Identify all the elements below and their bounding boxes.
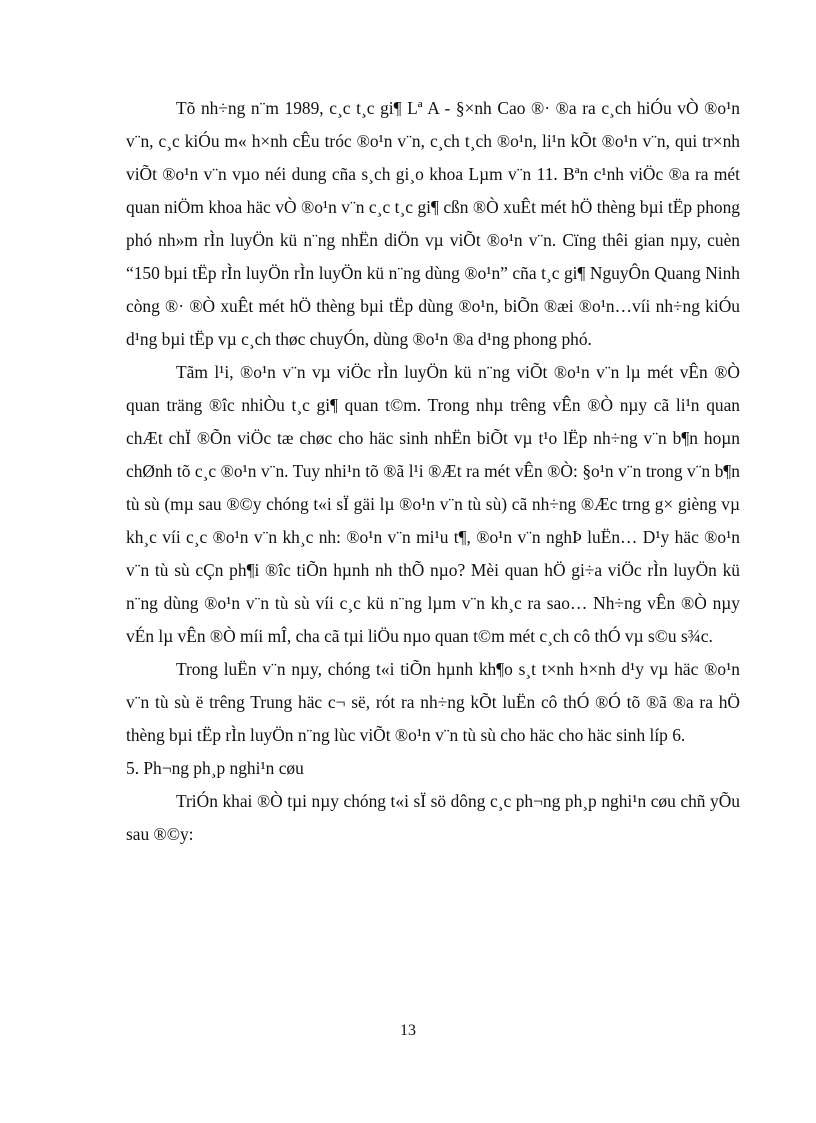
closing-paragraph: TriÓn khai ®Ò tµi nµy chóng t«i sÏ sö dông c¸c ph¬ng ph¸p nghi¹n cøu chñ yÕu sau ®©y: [126,791,740,844]
page-number: 13 [400,1022,416,1039]
paragraph-2: Tãm l¹i, ®o¹n v¨n vµ viÖc rÌn luyÖn kü n¨ng viÕt ®o¹n v¨n lµ mét vÊn ®Ò quan träng ®îc nhiÒu t¸c gi¶ quan t©m. Trong nhµ trêng vÊn ®Ò nµy cã li¹n quan chÆt chÏ ®Õn viÖc tæ chøc cho häc sinh nhËn biÕt vµ t¹o lËp nh÷ng v¨n b¶n hoµn chØnh tõ c¸c ®o¹n v¨n. Tuy nhi¹n tõ ®ã l¹i ®Æt ra mét vÊn ®Ò: §o¹n v¨n trong v¨n b¶n tù sù (mµ sau ®©y chóng t«i sÏ gäi lµ ®o¹n v¨n tù sù) cã nh÷ng ®Æc trng g× gièng vµ kh¸c víi c¸c ®o¹n v¨n kh¸c nh: ®o¹n v¨n mi¹u t¶, ®o¹n v¨n nghÞ luËn… D¹y häc ®o¹n v¨n tù sù cÇn ph¶i ®îc tiÕn hµnh nh thÕ nµo? Mèi quan hÖ gi÷a viÖc rÌn luyÖn kü n¨ng dùng ®o¹n v¨n tù sù víi c¸c kü n¨ng lµm v¨n kh¸c ra sao… Nh÷ng vÊn ®Ò nµy vÉn lµ vÊn ®Ò míi mÎ, cha cã tµi liÖu nµo quan t©m mét c¸ch cô thÓ vµ s©u s¾c. [126,362,740,646]
paragraph-1: Tõ nh÷ng n¨m 1989, c¸c t¸c gi¶ Lª A - §×nh Cao ®· ®a ra c¸ch hiÓu vÒ ®o¹n v¨n, c¸c kiÓu m« h×nh cÊu tróc ®o¹n v¨n, c¸ch t¸ch ®o¹n, li¹n kÕt ®o¹n v¨n, qui tr×nh viÕt ®o¹n v¨n vµo néi dung cña s¸ch gi¸o khoa Lµm v¨n 11. Bªn c¹nh viÖc ®a ra mét quan niÖm khoa häc vÒ ®o¹n v¨n c¸c t¸c gi¶ cßn ®Ò xuÊt mét hÖ thèng bµi tËp phong phó nh»m rÌn luyÖn kü n¨ng nhËn diÖn vµ viÕt ®o¹n v¨n. Cïng thêi gian nµy, cuèn “150 bµi tËp rÌn luyÖn rÌn luyÖn kü n¨ng dùng ®o¹n” cña t¸c gi¶ NguyÔn Quang Ninh còng ®· ®Ò xuÊt mét hÖ thèng bµi tËp dùng ®o¹n, biÕn ®æi ®o¹n…víi nh÷ng kiÓu d¹ng bµi tËp vµ c¸ch thøc chuyÓn, dùng ®o¹n ®a d¹ng phong phó. [126,98,740,349]
document-body [126,92,740,851]
section-heading: 5. Ph¬ng ph¸p nghi¹n cøu [126,758,304,778]
paragraph-3: Trong luËn v¨n nµy, chóng t«i tiÕn hµnh kh¶o s¸t t×nh h×nh d¹y vµ häc ®o¹n v¨n tù sù ë trêng Trung häc c¬ së, rót ra nh÷ng kÕt luËn cô thÓ ®Ó tõ ®ã ®a ra hÖ thèng bµi tËp rÌn luyÖn n¨ng lùc viÕt ®o¹n v¨n tù sù cho häc cho häc sinh líp 6. [126,659,740,745]
